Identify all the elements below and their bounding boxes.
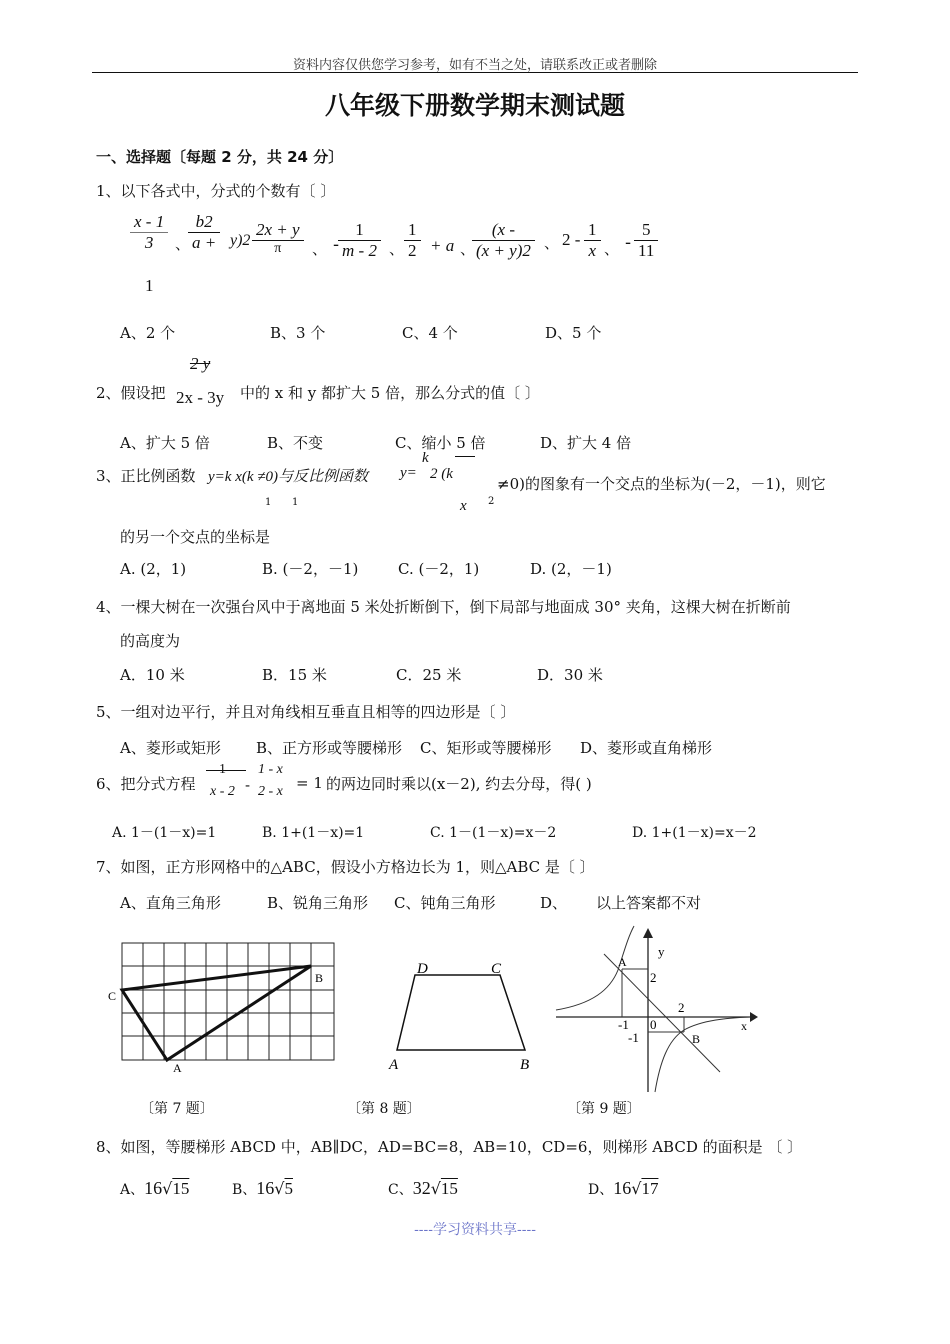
radical-sign-icon: √ <box>631 1179 642 1198</box>
q5-option-b[interactable]: B、正方形或等腰梯形 <box>256 739 403 757</box>
q4-option-a[interactable]: A．10 米 <box>120 666 185 684</box>
q3-option-a[interactable]: A. (2，1) <box>120 560 187 578</box>
q2-stem-pre: 2、假设把 <box>96 384 166 402</box>
q2-stem-post: 中的 x 和 y 都扩大 5 倍，那么分式的值〔 〕 <box>240 384 540 402</box>
fig8-label-c: C <box>491 961 502 977</box>
fig7-grid <box>122 943 334 1060</box>
fig8-caption: 〔第 8 题〕 <box>347 1101 421 1117</box>
q1-f2-num: b2 <box>195 212 213 231</box>
q6-stem-post: 的两边同时乘以(x－2), 约去分母，得( ) <box>326 775 592 793</box>
q6-option-c[interactable]: C. 1－(1－x)=x－2 <box>430 825 557 841</box>
q8-option-a-coef: 16 <box>144 1178 163 1198</box>
fig8-label-a: A <box>389 1057 399 1073</box>
q2-option-b[interactable]: B、不变 <box>267 434 324 452</box>
q1-f1-num: x - 1 <box>134 212 165 231</box>
q1-frac-6 <box>472 220 535 261</box>
q1-f4-sign: - <box>333 234 340 255</box>
q8-option-c-label: C、 <box>388 1182 413 1198</box>
fig8-label-d: D <box>417 961 428 977</box>
q4-line1: 4、一棵大树在一次强台风中于离地面 5 米处折断倒下，倒下局部与地面成 30° 夹角，这棵大树在折断前 <box>96 598 791 616</box>
q5-stem: 5、一组对边平行，并且对角线相互垂直且相等的四边形是〔 〕 <box>96 703 516 721</box>
fig7-caption: 〔第 7 题〕 <box>140 1101 214 1117</box>
page-title: 八年级下册数学期末测试题 <box>324 91 625 120</box>
q3-stem-pre: 3、正比例函数 <box>96 467 196 485</box>
header-note: 资料内容仅供您学习参考，如有不当之处，请联系改正或者删除 <box>292 58 657 73</box>
fig9-label-y: y <box>658 944 665 959</box>
q8-option-b[interactable] <box>232 1178 293 1199</box>
fig9-label-a: A <box>618 955 627 969</box>
q7-stem: 7、如图，正方形网格中的△ABC，假设小方格边长为 1，则△ABC 是〔 〕 <box>96 858 595 876</box>
q1-sep-1: 、 <box>175 235 191 253</box>
q3-option-c[interactable]: C. (－2，1) <box>398 560 480 578</box>
q1-f4-den: m - 2 <box>338 240 381 261</box>
q1-f8-den: 11 <box>634 240 658 261</box>
q2-option-a[interactable]: A、扩大 5 倍 <box>120 434 210 452</box>
fig8-label-b: B <box>520 1057 530 1073</box>
q8-stem: 8、如图，等腰梯形 ABCD 中，AB∥DC，AD=BC=8，AB=10，CD=6，则梯形 ABCD 的面积是 〔 〕 <box>96 1138 803 1156</box>
fig7-label-a: A <box>173 1061 182 1075</box>
fig7-label-b: B <box>315 971 324 985</box>
q6-stem-pre: 6、把分式方程 <box>96 775 196 793</box>
fig9-line <box>604 954 720 1072</box>
q6-option-d[interactable]: D. 1+(1－x)=x－2 <box>632 825 757 841</box>
fig9-caption: 〔第 9 题〕 <box>567 1101 641 1117</box>
q5-option-c[interactable]: C、矩形或等腰梯形 <box>420 739 552 757</box>
q1-option-a[interactable]: A、2 个 <box>120 324 176 342</box>
radical-sign-icon: √ <box>430 1179 441 1198</box>
q8-option-d-coef: 16 <box>613 1178 632 1198</box>
q3-formula-2: y= <box>400 465 417 481</box>
q1-sep-2: 、 <box>312 240 328 258</box>
q1-f7-pre: 2 - <box>562 230 581 249</box>
q1-stem: 1、以下各式中，分式的个数有〔 〕 <box>96 182 336 200</box>
q1-frac-8 <box>634 220 658 261</box>
q1-sep-3: 、 <box>389 240 405 258</box>
q2-option-c[interactable]: C、缩小 5 倍 <box>395 434 486 452</box>
q3-k2: k <box>422 450 429 466</box>
q7-option-d[interactable]: D、 <box>540 894 568 912</box>
q2-frac-den: 2x - 3y <box>176 388 225 407</box>
q3-formula-1 <box>208 465 368 486</box>
q1-frac-4 <box>338 220 381 261</box>
q3-sub-2: 1 <box>292 497 299 508</box>
q1-f6-den: (x + y)2 <box>472 240 535 261</box>
fig9-label-x: x <box>741 1019 747 1033</box>
q4-line2: 的高度为 <box>120 632 181 650</box>
q6-minus: - <box>245 776 251 794</box>
q4-option-d[interactable]: D．30 米 <box>537 666 603 684</box>
header-rule <box>92 72 858 73</box>
q8-option-d-label: D、 <box>588 1182 614 1198</box>
q1-f3-pre: y)2 <box>230 232 251 249</box>
q6-f2-den: 2 - x <box>258 784 283 799</box>
q2-option-d[interactable]: D、扩大 4 倍 <box>540 434 632 452</box>
q3-formula-1-text: y=k x(k ≠0)与反比例函数 <box>208 469 368 485</box>
q2-frac-num: 2 y <box>189 354 211 373</box>
q6-frac-2 <box>254 762 287 800</box>
q3-formula-2b: 2 (k <box>430 466 453 482</box>
q1-frac-5 <box>404 220 421 261</box>
fig7-label-c: C <box>108 989 117 1003</box>
q2-fraction <box>172 354 228 408</box>
q7-option-d-text: 以上答案都不对 <box>596 894 702 912</box>
q1-f7-den: x <box>584 240 601 261</box>
q1-frac-2 <box>188 212 220 253</box>
q3-frac-bar <box>455 456 475 457</box>
q8-option-c-coef: 32 <box>412 1178 431 1198</box>
q6-frac-1 <box>206 762 239 800</box>
q8-option-d[interactable] <box>588 1178 658 1199</box>
q8-option-c-rad: 15 <box>440 1179 458 1198</box>
q1-f5-tail: + a <box>430 236 455 255</box>
fig9-tick-2x: 2 <box>678 1000 685 1015</box>
fig9-x-arrow <box>750 1012 758 1022</box>
footer-note: ----学习资料共享---- <box>414 1222 536 1238</box>
radical-sign-icon: √ <box>162 1179 173 1198</box>
q8-option-d-rad: 17 <box>641 1179 659 1198</box>
q4-option-c[interactable]: C．25 米 <box>396 666 462 684</box>
q1-f5-den: 2 <box>404 240 421 261</box>
q1-f7-num: 1 <box>588 220 597 239</box>
q8-option-b-label: B、 <box>232 1182 257 1198</box>
q3-sub-3: 2 <box>488 496 495 507</box>
fig9-label-b: B <box>692 1032 701 1046</box>
q1-sep-6: 、 <box>604 240 620 258</box>
fig9-y-arrow <box>643 928 653 938</box>
q1-f8-num: 5 <box>641 220 651 239</box>
q6-f2-num: 1 - x <box>258 762 283 777</box>
fig9-label-origin: 0 <box>650 1017 657 1032</box>
fig9-tick-2y: 2 <box>650 970 657 985</box>
q8-option-a[interactable] <box>120 1178 189 1199</box>
q7-option-c[interactable]: C、钝角三角形 <box>394 894 496 912</box>
q1-frac-3 <box>252 220 304 257</box>
q1-option-d[interactable]: D、5 个 <box>545 324 602 342</box>
q1-f8-sign: - <box>625 232 632 253</box>
q1-sep-5: 、 <box>544 234 560 252</box>
fig7-grid-triangle <box>100 938 345 1078</box>
q1-option-c[interactable]: C、4 个 <box>402 324 458 342</box>
q7-option-b[interactable]: B、锐角三角形 <box>267 894 369 912</box>
fig9-tick-neg1x: -1 <box>618 1017 629 1032</box>
q8-option-b-coef: 16 <box>256 1178 275 1198</box>
fig9-tick-neg1y: -1 <box>628 1030 639 1045</box>
q3-stem-post: ≠0)的图象有一个交点的坐标为(－2，－1)，则它 <box>497 475 826 493</box>
q3-option-d[interactable]: D. (2，－1) <box>530 560 612 578</box>
q3-x: x <box>460 498 467 514</box>
q1-f2-den: a + <box>188 232 220 253</box>
q1-f6-num: (x - <box>491 220 515 239</box>
q6-f1-den: x - 2 <box>210 784 235 799</box>
q1-f4-num: 1 <box>355 220 364 239</box>
q3-line2: 的另一个交点的坐标是 <box>120 528 271 546</box>
q8-option-b-rad: 5 <box>284 1179 293 1198</box>
q7-option-a[interactable]: A、直角三角形 <box>120 894 221 912</box>
q4-option-b[interactable]: B．15 米 <box>262 666 327 684</box>
q1-frac-7 <box>584 220 601 261</box>
q8-option-a-rad: 15 <box>172 1179 190 1198</box>
q1-f3-den: π <box>252 240 304 257</box>
q1-f3-num: 2x + y <box>256 220 300 239</box>
section-heading: 一、选择题〔每题 2 分，共 24 分〕 <box>96 148 344 166</box>
radical-sign-icon: √ <box>274 1179 285 1198</box>
q5-option-a[interactable]: A、菱形或矩形 <box>120 739 221 757</box>
fig8-trapezoid <box>385 955 545 1075</box>
q6-option-b[interactable]: B. 1+(1－x)=1 <box>262 825 365 841</box>
q6-frac-1-bar <box>206 770 246 771</box>
q8-option-a-label: A、 <box>120 1182 145 1198</box>
q1-f1-den: 3 <box>130 232 168 253</box>
q6-eq: = 1 <box>296 774 323 792</box>
q1-sep-4: 、 <box>460 240 476 258</box>
q1-stray-one: 1 <box>145 276 154 295</box>
q5-option-d[interactable]: D、菱形或直角梯形 <box>580 739 713 757</box>
q3-sub-1: 1 <box>265 497 272 508</box>
q6-option-a[interactable]: A. 1－(1－x)=1 <box>112 825 217 841</box>
q8-option-c[interactable] <box>388 1178 458 1199</box>
fig9-graph <box>552 922 762 1097</box>
q1-option-b[interactable]: B、3 个 <box>270 324 326 342</box>
fig8-shape <box>397 975 525 1050</box>
q6-f1-num: 1 <box>218 762 226 777</box>
q3-option-b[interactable]: B. (－2，－1) <box>262 560 359 578</box>
q1-f5-num: 1 <box>408 220 417 239</box>
q1-frac-1 <box>130 212 168 253</box>
